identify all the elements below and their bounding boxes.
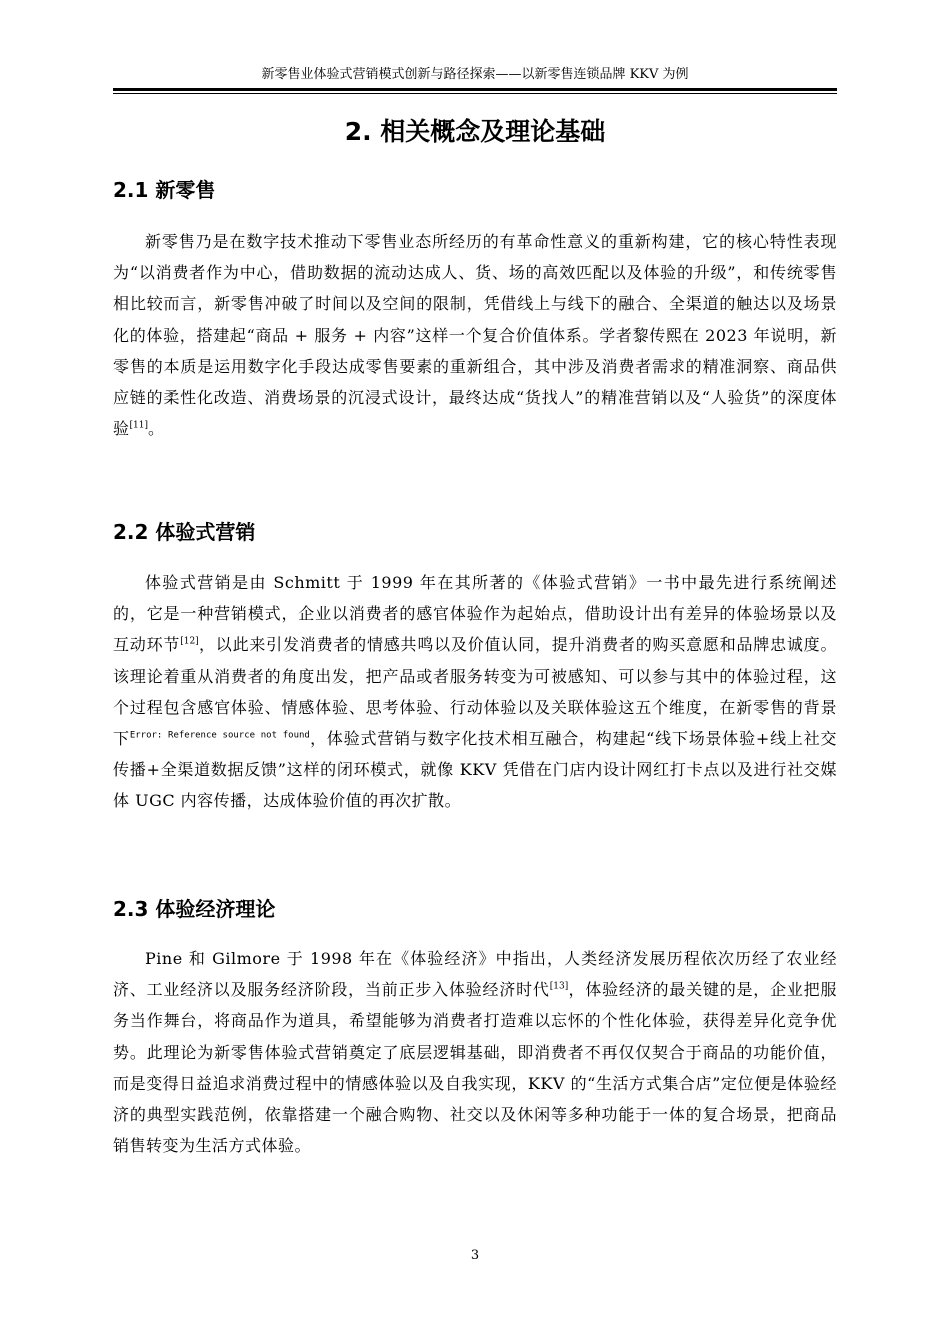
- paragraph-new-retail: [113, 226, 837, 444]
- section-heading-2-1: 2.1 新零售: [113, 178, 216, 202]
- paragraph-experience-economy: [113, 943, 837, 1161]
- paragraph-text-end: 。: [148, 419, 165, 439]
- paragraph-text: Pine 和 Gilmore 于 1998 年在《体验经济》中指出，人类经济发展历程依次历经了农业经济、工业经济以及服务经济阶段，当前正步入体验经济时代: [113, 949, 837, 1000]
- reference-error: Error: Reference source not found: [129, 730, 310, 741]
- citation: [11]: [129, 420, 148, 431]
- header-rule-thin: [113, 93, 837, 94]
- paragraph-text: ，以此来引发消费者的情感共鸣以及价值认同，提升消费者的购买意愿和品牌忠诚度。该理论着重从消费者的角度出发，把产品或者服务转变为可被感知、可以参与其中的体验过程，这个过程包含感官体验、情感体验、思考体验、行动体验以及关联体验这五个维度，在新零售的背景下: [113, 635, 837, 749]
- citation: [13]: [549, 981, 569, 992]
- page-number: 3: [470, 1248, 480, 1263]
- section-heading-2-2: 2.2 体验式营销: [113, 520, 256, 544]
- citation: [12]: [180, 637, 199, 648]
- paragraph-text: 新零售乃是在数字技术推动下零售业态所经历的有革命性意义的重新构建，它的核心特性表现为“以消费者作为中心，借助数据的流动达成人、货、场的高效匹配以及体验的升级”，和传统零售相比较而言，新零售冲破了时间以及空间的限制，凭借线上与线下的融合、全渠道的触达以及场景化的体验，搭建起“商品 + 服务 + 内容”这样一个复合价值体系。学者黎传熙在 2023 年说明，新零售的本质是运用数字化手段达成零售要素的重新组合，其中涉及消费者需求的精准洞察、商品供应链的柔性化改造、消费场景的沉浸式设计，最终达成“货找人”的精准营销以及“人验货”的深度体验: [113, 232, 837, 439]
- header-rule-thick: [113, 88, 837, 91]
- section-heading-2-3: 2.3 体验经济理论: [113, 897, 276, 921]
- chapter-title: 2. 相关概念及理论基础: [344, 117, 606, 146]
- paragraph-text: ，体验式营销与数字化技术相互融合，构建起“线下场景体验+线上社交传播+全渠道数据反馈”这样的闭环模式，就像 KKV 凭借在门店内设计网红打卡点以及进行社交媒体 UGC 内容传播，达成体验价值的再次扩散。: [113, 729, 837, 811]
- paragraph-text: ，体验经济的最关键的是，企业把服务当作舞台，将商品作为道具，希望能够为消费者打造难以忘怀的个性化体验，获得差异化竞争优势。此理论为新零售体验式营销奠定了底层逻辑基础，即消费者不再仅仅契合于商品的功能价值，而是变得日益追求消费过程中的情感体验以及自我实现，KKV 的“生活方式集合店”定位便是体验经济的典型实践范例，依靠搭建一个融合购物、社交以及休闲等多种功能于一体的复合场景，把商品销售转变为生活方式体验。: [113, 980, 837, 1156]
- paragraph-text: 体验式营销是由 Schmitt 于 1999 年在其所著的《体验式营销》一书中最先进行系统阐述的，它是一种营销模式，企业以消费者的感官体验作为起始点，借助设计出有差异的体验场景以及互动环节: [113, 573, 837, 655]
- running-header: 新零售业体验式营销模式创新与路径探索——以新零售连锁品牌 KKV 为例: [261, 67, 689, 82]
- paragraph-experiential-marketing: [113, 567, 837, 817]
